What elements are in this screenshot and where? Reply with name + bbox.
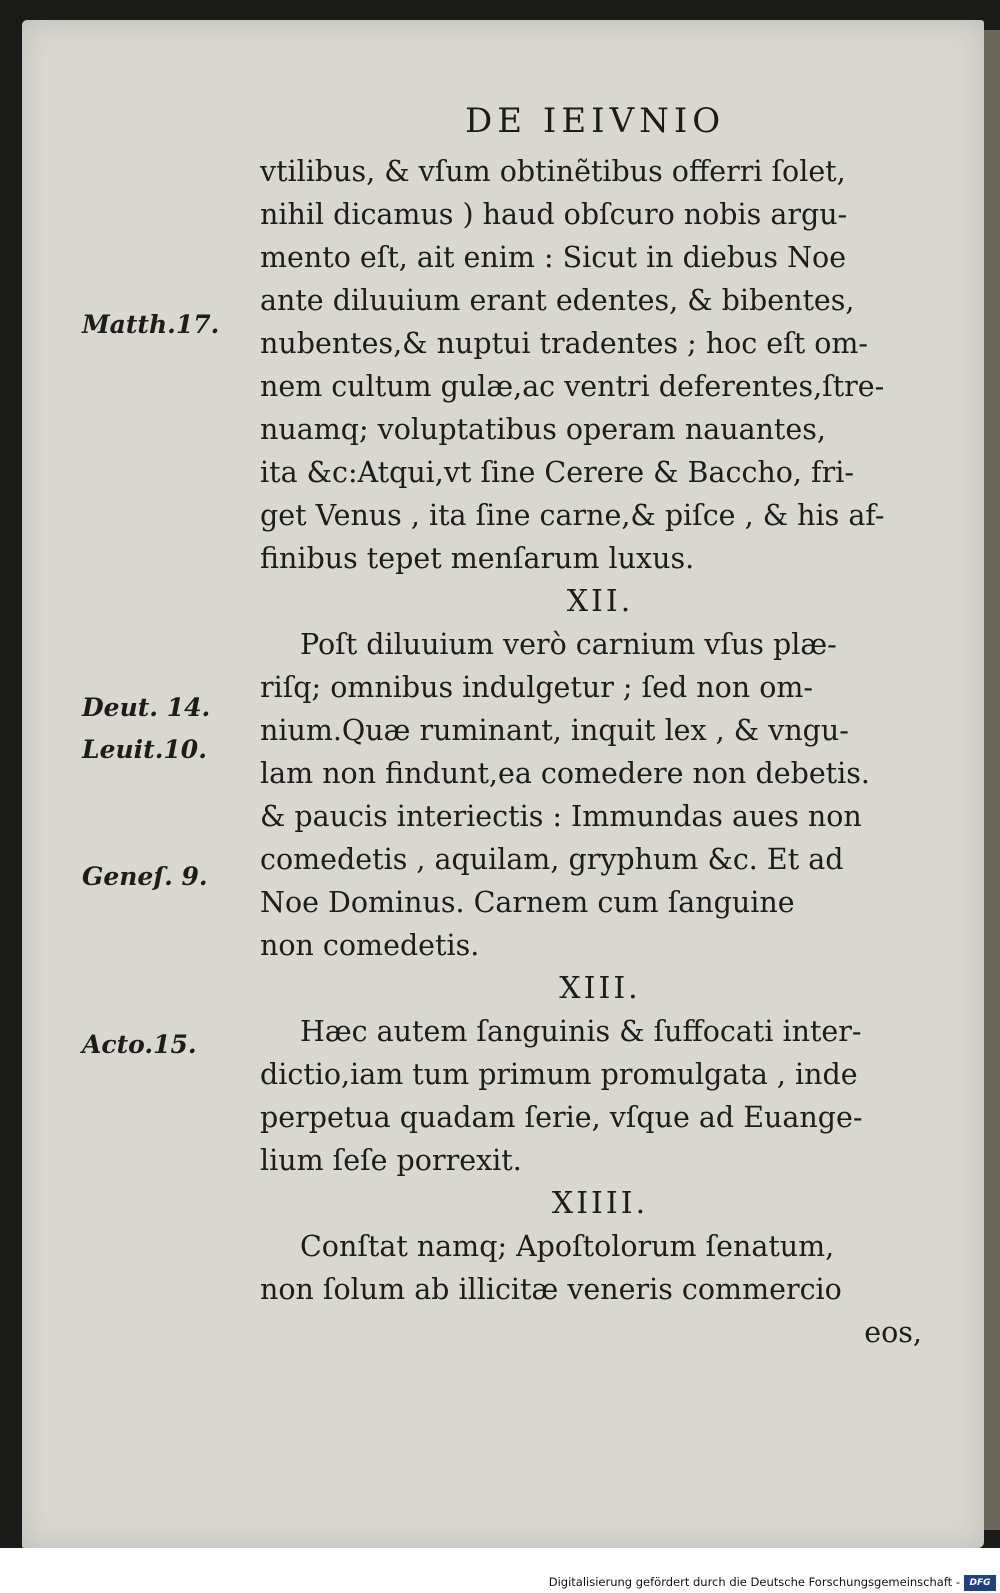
catchword: eos, — [864, 1316, 922, 1349]
text-line: ita &c:Atqui,vt ſine Cerere & Baccho, fri- — [260, 456, 854, 489]
text-line: mento eſt, ait enim : Sicut in diebus Noe — [260, 241, 847, 274]
text-line: lium ſeſe porrexit. — [260, 1144, 522, 1177]
text-line: finibus tepet menſarum luxus. — [260, 542, 695, 575]
text-line: nubentes,& nuptui tradentes ; hoc eſt om- — [260, 327, 869, 360]
dfg-logo: DFG — [964, 1575, 996, 1591]
text-line: & paucis interiectis : Immundas aues non — [260, 800, 862, 833]
text-line: Noe Dominus. Carnem cum ſanguine — [260, 886, 795, 919]
margin-note-genes: Geneſ. 9. — [82, 862, 208, 891]
text-line: nem cultum gulæ,ac ventri deferentes,ſtre- — [260, 370, 885, 403]
text-line: vtilibus, & vſum obtinẽtibus offerri ſolet, — [260, 155, 846, 188]
section-number: XIII. — [559, 971, 641, 1006]
margin-note-matth: Matth.17. — [82, 310, 220, 339]
text-line: Poſt diluuium verò carnium vſus plæ- — [300, 628, 837, 661]
text-line: non ſolum ab illicitæ veneris commercio — [260, 1273, 842, 1306]
text-line: nihil dicamus ) haud obſcuro nobis argu- — [260, 198, 848, 231]
text-line: dictio,iam tum primum promulgata , inde — [260, 1058, 858, 1091]
text-line: riſq; omnibus indulgetur ; ſed non om- — [260, 671, 814, 704]
footer-credit: Digitalisierung gefördert durch die Deutsche Forschungsgemeinschaft - — [548, 1575, 960, 1589]
text-line: nium.Quæ ruminant, inquit lex , & vngu- — [260, 714, 849, 747]
text-line: Conſtat namq; Apoſtolorum ſenatum, — [300, 1230, 835, 1263]
text-line: Hæc autem ſanguinis & ſuffocati inter- — [300, 1015, 862, 1048]
section-number: XIIII. — [551, 1186, 649, 1221]
text-line: non comedetis. — [260, 929, 480, 962]
body-text — [260, 150, 940, 1354]
text-line: get Venus , ita ſine carne,& piſce , & his af- — [260, 499, 885, 532]
margin-note-acto: Acto.15. — [82, 1030, 197, 1059]
text-line: nuamq; voluptatibus operam nauantes, — [260, 413, 826, 446]
section-number: XII. — [566, 584, 634, 619]
margin-note-leuit: Leuit.10. — [82, 735, 207, 764]
adjacent-page-edge — [982, 30, 1000, 1530]
text-line: comedetis , aquilam, gryphum &c. Et ad — [260, 843, 844, 876]
margin-note-deut: Deut. 14. — [82, 693, 211, 722]
text-line: lam non findunt,ea comedere non debetis. — [260, 757, 870, 790]
text-line: perpetua quadam ſerie, vſque ad Euange- — [260, 1101, 863, 1134]
text-line: ante diluuium erant edentes, & bibentes, — [260, 284, 855, 317]
running-head: DE IEIVNIO — [465, 101, 726, 141]
